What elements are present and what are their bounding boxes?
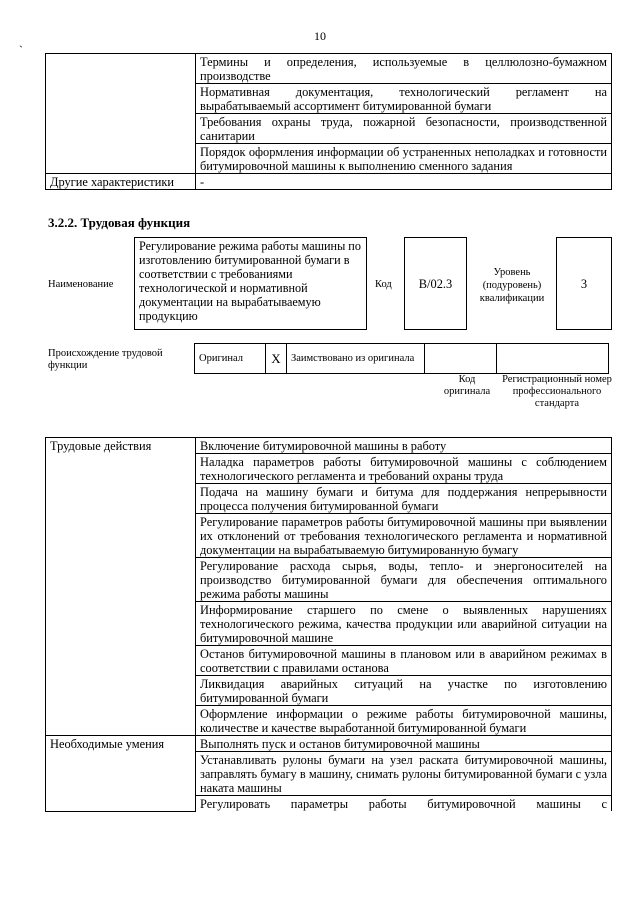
borrowed-label: Заимствовано из оригинала xyxy=(287,344,425,374)
labor-function-table xyxy=(45,437,612,812)
labor-action-item: Информирование старшего по смене о выявленных нарушениях технологического режима, качества продукции или аварийной ситуации на битумировочной машине xyxy=(196,602,612,646)
table-row xyxy=(46,438,612,454)
origin-label: Происхождение трудовой функции xyxy=(48,348,163,371)
function-name-box: Регулирование режима работы машины по изготовлению битумированной бумаги в соответствии с требованиями технологической и нормативной документации на вырабатываемую продукцию xyxy=(134,237,367,330)
table-row xyxy=(195,344,609,374)
name-label: Наименование xyxy=(48,279,114,290)
knowledge-item: Требования охраны труда, пожарной безопасности, производственной санитарии xyxy=(196,114,612,144)
registration-number-label: Регистрационный номер профессионального стандарта xyxy=(502,374,612,409)
knowledge-item: Нормативная документация, технологический регламент на вырабатываемый ассортимент битумированной бумаги xyxy=(196,84,612,114)
original-code-label: Код оригинала xyxy=(443,374,491,397)
required-skills-label: Необходимые умения xyxy=(46,736,196,812)
labor-actions-label: Трудовые действия xyxy=(46,438,196,736)
table-row xyxy=(46,174,612,190)
function-code-box: B/02.3 xyxy=(404,237,467,330)
labor-action-item: Останов битумировочной машины в плановом или в аварийном режимах в соответствии с правилами останова xyxy=(196,646,612,676)
qualification-level-box: 3 xyxy=(556,237,612,330)
margin-mark: ` xyxy=(19,43,23,57)
code-label: Код xyxy=(375,279,392,290)
original-mark: X xyxy=(266,344,287,374)
section-heading: 3.2.2. Трудовая функция xyxy=(48,215,191,230)
labor-action-item: Подача на машину бумаги и битума для поддержания непрерывности процесса получения битумированной бумаги xyxy=(196,484,612,514)
table-row xyxy=(46,54,612,84)
knowledge-item: Порядок оформления информации об устраненных неполадках и готовности битумировочной машины к выполнению сменного задания xyxy=(196,144,612,174)
page-number: 10 xyxy=(314,29,326,43)
labor-action-item: Ликвидация аварийных ситуаций на участке по изготовлению битумированной бумаги xyxy=(196,676,612,706)
skill-item: Выполнять пуск и останов битумировочной машины xyxy=(196,736,612,752)
registration-number-cell xyxy=(497,344,609,374)
knowledge-label-cell xyxy=(46,54,196,174)
knowledge-table xyxy=(45,53,612,190)
skill-item: Устанавливать рулоны бумаги на узел раската битумировочной машины, заправлять бумагу в машину, снимать рулоны битумированной бумаги с узла наката машины xyxy=(196,752,612,796)
origin-table xyxy=(194,343,609,374)
original-code-cell xyxy=(425,344,497,374)
original-label: Оригинал xyxy=(195,344,266,374)
knowledge-item: Термины и определения, используемые в целлюлозно-бумажном производстве xyxy=(196,54,612,84)
skill-item: Регулировать параметры работы битумировочной машины с xyxy=(196,796,612,812)
other-characteristics-label: Другие характеристики xyxy=(46,174,196,190)
other-characteristics-value: - xyxy=(196,174,612,190)
labor-action-item: Регулирование параметров работы битумировочной машины при выявлении их отклонений от требования технологического регламента и нормативной документации на вырабатываемую битумированную бумагу xyxy=(196,514,612,558)
labor-action-item: Включение битумировочной машины в работу xyxy=(196,438,612,454)
labor-action-item: Оформление информации о режиме работы битумировочной машины, количестве и качестве выработанной битумированной бумаги xyxy=(196,706,612,736)
qualification-level-label: Уровень (подуровень) квалификации xyxy=(479,267,545,304)
labor-action-item: Регулирование расхода сырья, воды, тепло- и энергоносителей на производство битумированной бумаги для обеспечения оптимального режима работы машины xyxy=(196,558,612,602)
labor-action-item: Наладка параметров работы битумировочной машины с соблюдением технологического регламента и требований охраны труда xyxy=(196,454,612,484)
table-row xyxy=(46,736,612,752)
